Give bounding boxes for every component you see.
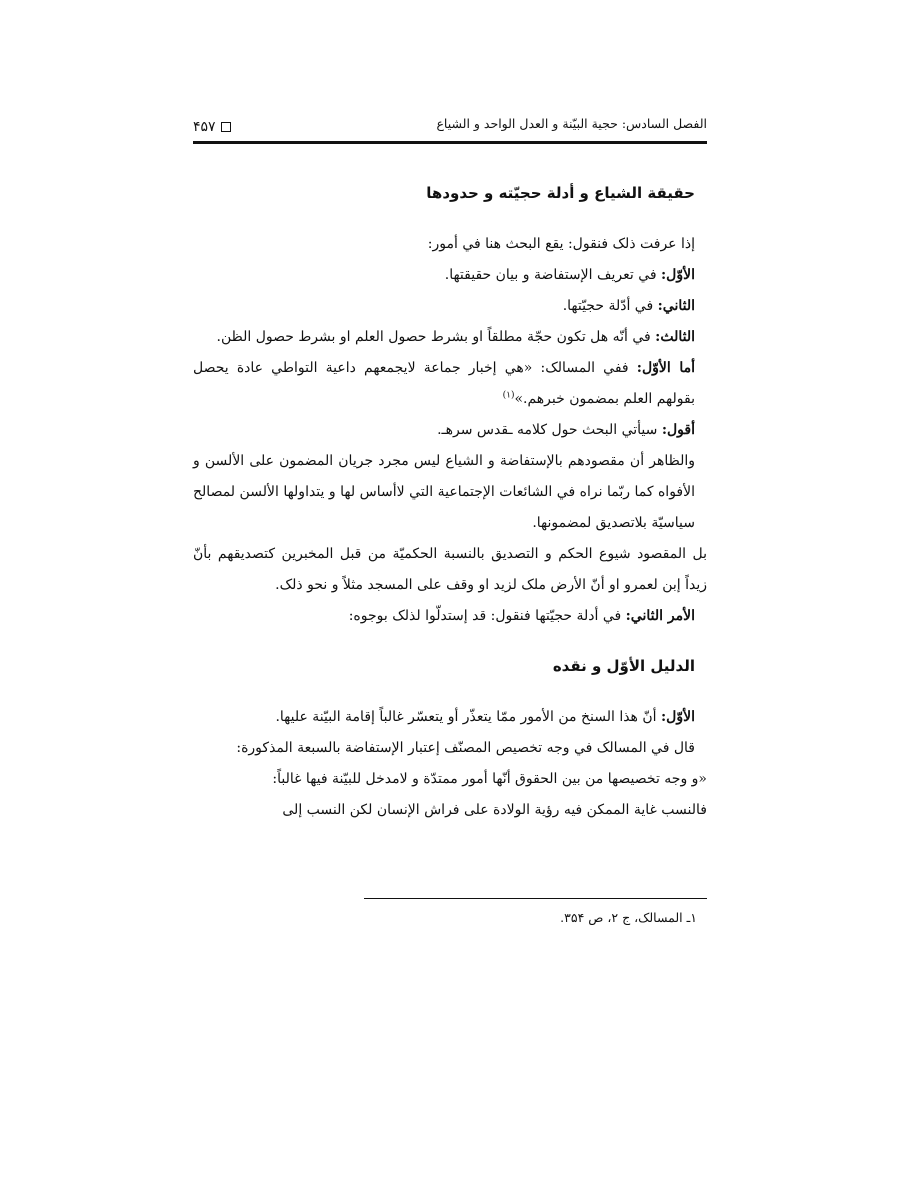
paragraph-text: سيأتي البحث حول کلامه ـقدس سرهـ. bbox=[437, 422, 662, 438]
paragraph-text: في أنّه هل تكون حجّة مطلقاً او بشرط حصول العلم او بشرط حصول الظن. bbox=[216, 329, 656, 345]
paragraph-aqul bbox=[193, 415, 707, 446]
footnote: ۱ـ المسالک، ج ۲، ص ۳۵۴. bbox=[560, 910, 697, 925]
paragraph-item-3 bbox=[193, 322, 707, 353]
paragraph-quote: «و وجه تخصيصها من بين الحقوق أنّها أمور ممتدّة و لامدخل للبيّنة فيها غالباً: bbox=[272, 771, 707, 787]
paragraph-intro: إذا عرفت ذلک فنقول: يقع البحث هنا في أمور: bbox=[427, 236, 695, 252]
lead-term: أما الأوّل: bbox=[636, 360, 695, 376]
paragraph-item-1 bbox=[193, 260, 707, 291]
square-box-icon bbox=[221, 122, 231, 132]
lead-term: الأوّل: bbox=[661, 709, 695, 725]
lead-term: الثالث: bbox=[655, 329, 695, 345]
lead-term: الأمر الثاني: bbox=[625, 608, 695, 624]
page-number-group bbox=[193, 114, 231, 140]
paragraph-text: ففي المسالک: «هي إخبار جماعة لايجمعهم داعية التواطي عادة يحصل بقولهم العلم بمضمون خبرهم.» bbox=[193, 360, 695, 407]
section-title-1: حقيقة الشياع و أدلة حجيّته و حدودها bbox=[426, 184, 695, 202]
paragraph-text: أنّ هذا السنخ من الأمور ممّا يتعذّر أو يتعسّر غالباً إقامة البيّنة عليها. bbox=[275, 709, 662, 725]
paragraph-dalil-1 bbox=[193, 702, 707, 733]
paragraph-first bbox=[193, 353, 707, 415]
paragraph-text: في أدّلة حجيّتها. bbox=[562, 298, 658, 314]
paragraph-item-2 bbox=[193, 291, 707, 322]
lead-term: الثاني: bbox=[657, 298, 695, 314]
main-text bbox=[193, 175, 707, 826]
footnote-rule bbox=[364, 898, 707, 899]
running-title: الفصل السادس: حجية البيّنة و العدل الواحد و الشياع bbox=[436, 116, 707, 131]
paragraph-qal: قال في المسالک في وجه تخصيص المصنّف إعتبار الإستفاضة بالسبعة المذکورة: bbox=[236, 740, 695, 756]
header-rule bbox=[193, 141, 707, 144]
paragraph-text: في تعريف الإستفاضة و بيان حقيقتها. bbox=[444, 267, 662, 283]
paragraph-text: في أدلة حجيّتها فنقول: قد إستدلّوا لذلک بوجوه: bbox=[348, 608, 626, 624]
paragraph-last: فالنسب غاية الممکن فيه رؤية الولادة على فراش الإنسان لکن النسب إلى bbox=[282, 802, 707, 818]
lead-term: الأوّل: bbox=[661, 267, 695, 283]
page-number: ۴۵۷ bbox=[193, 119, 216, 135]
paragraph-second bbox=[193, 601, 707, 632]
paragraph-zahir: والظاهر أن مقصودهم بالإستفاضة و الشياع ليس مجرد جريان المضمون على الألسن و الأفواه کما ربّما نراه في الشائعات الإجتماعية التي لاأساس لها و يتداولها الألسن لمصالح سياسيّة بلاتصديق لمضمونها. bbox=[193, 453, 695, 531]
lead-term: أقول: bbox=[661, 422, 695, 438]
paragraph-bal: بل المقصود شيوع الحکم و التصديق بالنسبة الحکميّة من قبل المخبرين کتصديقهم بأنّ زيداً إبن لعمرو او أنّ الأرض ملک لزيد او وقف على المسجد مثلاً و نحو ذلک. bbox=[193, 546, 707, 593]
section-title-2: الدليل الأوّل و نقده bbox=[552, 657, 695, 675]
footnote-ref: (۱) bbox=[502, 390, 515, 401]
page-header bbox=[193, 114, 707, 140]
